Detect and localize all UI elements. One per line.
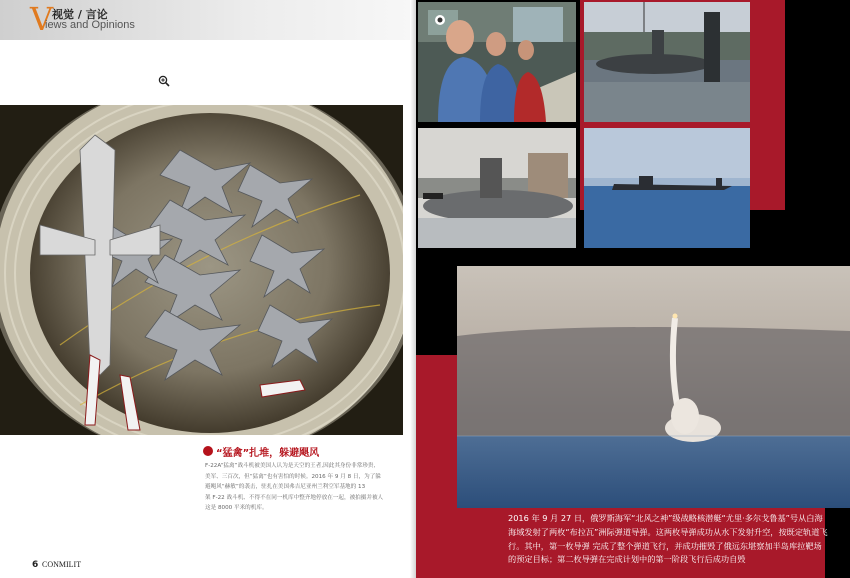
section-title-en: iews and Opinions bbox=[45, 19, 135, 31]
hangar-fisheye-photo bbox=[0, 105, 403, 435]
section-title-cn: 视觉 / 言论 bbox=[52, 8, 108, 21]
caption-line: 架 F-22 战斗机、不得不在同一机库中整齐地停放在一起，被拍摄并被人 bbox=[205, 494, 384, 501]
hangar-photo-art bbox=[0, 105, 403, 435]
zoom-in-icon[interactable] bbox=[158, 75, 170, 87]
page-number: 6 bbox=[32, 560, 39, 570]
caption-line: 避飓风“赫敏”的袭击，驻扎在美国弗吉尼亚州兰利空军基地的 13 bbox=[205, 484, 366, 490]
hangar-caption-body bbox=[205, 461, 400, 514]
caption-line: 这是 8000 平米的机库。 bbox=[205, 505, 268, 511]
magazine-brand: CONMILIT bbox=[42, 560, 82, 569]
launch-caption: 2016 年 9 月 27 日，俄罗斯海军“北风之神”级战略核潜艇“尤里·多尔戈鲁基”号从白海海域发射了两枚“布拉瓦”洲际弹道导弹。这两枚导弹成功从水下发射升空，按既定轨道飞行。其中，第一枚导弹 完成了整个弹道飞行，并成功摧毁了俄远东堪察加半岛库拉靶场的预定目标；第二枚导弹在完成计划中的第一阶段飞行后成功自毁 bbox=[508, 513, 828, 565]
hangar-caption-title: “猛禽”扎堆，躲避飓风 bbox=[216, 448, 320, 459]
submarine-pier-photo bbox=[418, 128, 576, 248]
caption-line: 美军、三百次，但“猛禽”也有害怕的时候。2016 年 9 月 8 日，为了躲 bbox=[205, 473, 381, 480]
caption-line: F-22A“猛禽”战斗机被美国人认为是天空的王者,因此其身份非常珍贵, bbox=[205, 463, 376, 469]
submarine-dock-photo bbox=[584, 2, 750, 122]
section-initial-letter: V bbox=[30, 0, 54, 38]
missile-launch-photo bbox=[457, 266, 850, 508]
submarine-at-sea-photo bbox=[584, 128, 750, 248]
control-room-photo bbox=[418, 2, 576, 122]
caption-bullet-icon bbox=[203, 446, 213, 456]
